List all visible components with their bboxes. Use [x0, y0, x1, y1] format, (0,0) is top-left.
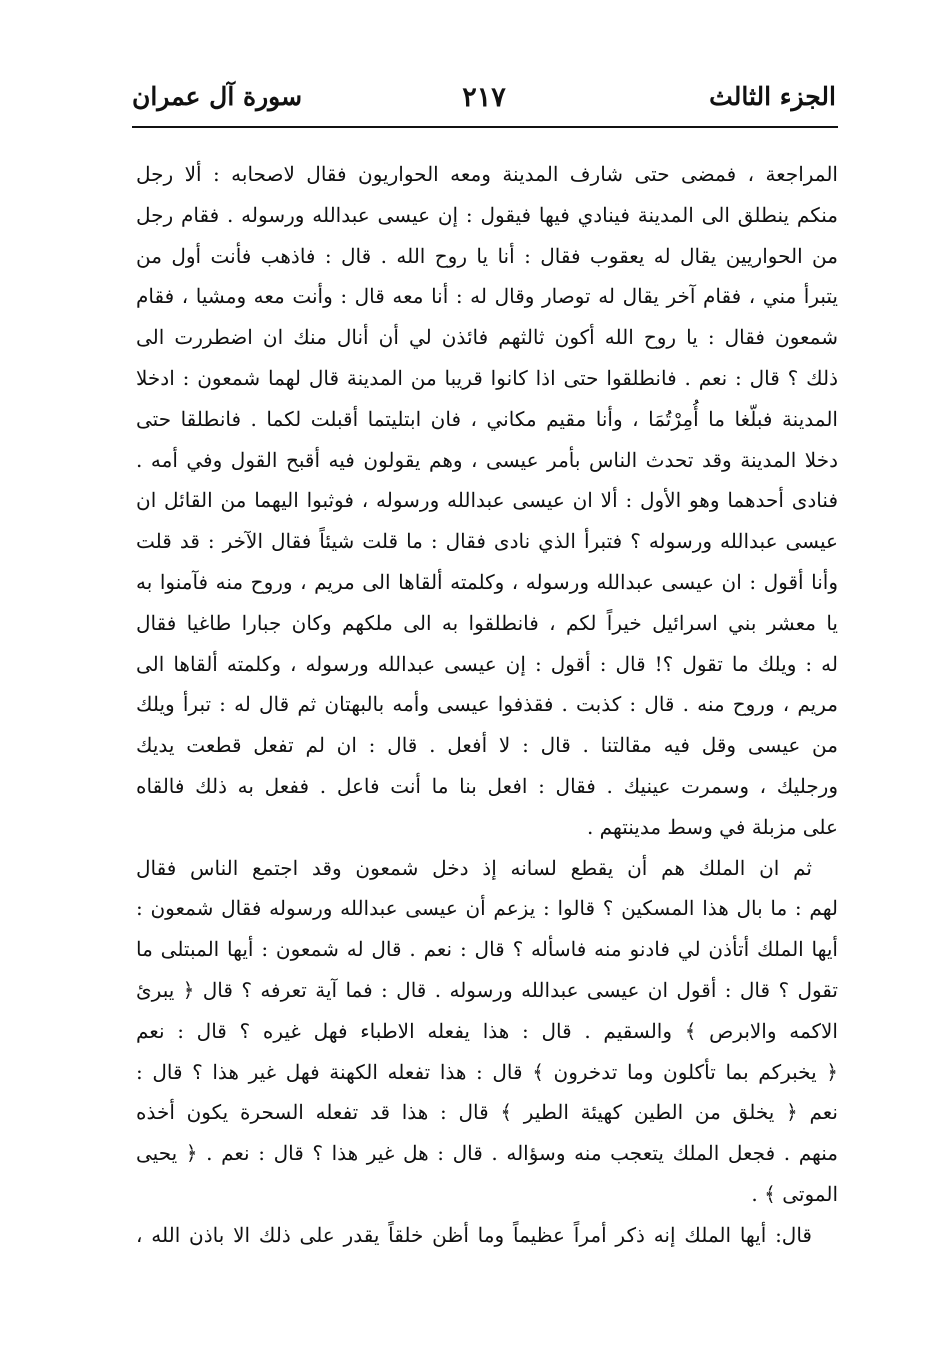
text-line: وأنا أقول : ان عيسى عبدالله ورسوله ، وكلمته ألقاها الى مريم ، وروح منه فآمنوا به: [136, 569, 838, 594]
text-line: ﴿ يخبركم بما تأكلون وما تدخرون ﴾ قال : هذا تفعله الكهنة فهل غير هذا ؟ قال :: [136, 1059, 838, 1084]
text-line: منهم . فجعل الملك يتعجب منه وسؤاله . قال : هل غير هذا ؟ قال : نعم . ﴿ يحيى: [136, 1141, 838, 1166]
header-divider: [132, 126, 838, 128]
text-line: ذلك ؟ قال : نعم . فانطلقوا حتى اذا كانوا قريبا من المدينة قال لهما شمعون : ادخلا: [136, 365, 838, 390]
text-line: لهم : ما بال هذا المسكين ؟ قالوا : يزعم أن عيسى عبدالله ورسوله فقال شمعون :: [136, 896, 838, 921]
text-line: قال: أيها الملك إنه ذكر أمراً عظيماً وما أظن خلقاً يقدر على ذلك الا باذن الله ،: [136, 1222, 812, 1247]
text-line: يتبرأ مني ، فقام آخر يقال له توصار وقال له : أنا معه قال : وأنت معه ومشيا ، فقام: [136, 284, 838, 309]
text-line: له : ويلك ما تقول ؟! قال : أقول : إن عيسى عبدالله ورسوله ، وكلمته ألقاها الى: [136, 651, 838, 676]
text-line: منكم ينطلق الى المدينة فينادي فيها فيقول : إن عيسى عبدالله ورسوله . فقام رجل: [136, 202, 838, 227]
text-line: الاكمه والابرص ﴾ والسقيم . قال : هذا يفعله الاطباء فهل غيره ؟ قال : نعم: [136, 1018, 838, 1043]
text-line: دخلا المدينة وقد تحدث الناس بأمر عيسى ، وهم يقولون فيه أقبح القول وفي أمه .: [136, 447, 838, 472]
text-line: ورجليك ، وسمرت عينيك . فقال : افعل بنا ما أنت فاعل . ففعل به ذلك فالقاه: [136, 773, 838, 798]
text-line: ثم ان الملك هم أن يقطع لسانه إذ دخل شمعون وقد اجتمع الناس فقال: [136, 855, 812, 880]
part-title: الجزء الثالث: [709, 82, 836, 111]
text-line: مريم ، وروح منه . قال : كذبت . فقذفوا عيسى وأمه بالبهتان ثم قال له : تبرأ ويلك: [136, 692, 838, 717]
text-line: يا معشر بني اسرائيل خيراً لكم ، فانطلقوا به الى ملكهم وكان جبارا طاغيا فقال: [136, 610, 838, 635]
text-line: عيسى عبدالله ورسوله ؟ فتبرأ الذي نادى فقال : ما قلت شيئاً فقال الآخر : قد قلت: [136, 529, 838, 554]
text-line: أيها الملك أتأذن لي فادنو منه فاسأله ؟ قال : نعم . قال له شمعون : أيها المبتلى ما: [136, 937, 838, 962]
page-body-text: [136, 154, 838, 1256]
text-line: من عيسى وقل فيه مقالتنا . قال : لا أفعل . قال : ان لم تفعل قطعت يديك: [136, 733, 838, 758]
text-line: من الحواريين يقال له يعقوب فقال : أنا يا روح الله . قال : فاذهب فأنت أول من: [136, 243, 838, 268]
text-line: شمعون فقال : يا روح الله أكون ثالثهم فائذن لي أن أنال منك ان اضطررت الى: [136, 325, 838, 350]
text-line: الموتى ﴾ .: [751, 1181, 838, 1206]
text-line: المراجعة ، فمضى حتى شارف المدينة ومعه الحواريون فقال لاصحابه : ألا رجل: [136, 162, 838, 186]
text-line: على مزبلة في وسط مدينتهم .: [586, 814, 838, 839]
text-line: المدينة فبلّغا ما أُمِرْتُمَا ، وأنا مقيم مكاني ، فان ابتليتما أقبلت لكما . فانطلقا حتى: [136, 406, 838, 431]
text-line: فنادى أحدهما وهو الأول : ألا ان عيسى عبدالله ورسوله ، فوثبوا اليهما من القائل ان: [136, 488, 838, 513]
page-header: [132, 78, 836, 124]
text-line: نعم ﴿ يخلق من الطين كهيئة الطير ﴾ قال : هذا قد تفعله السحرة يكون أخذه: [136, 1100, 838, 1125]
text-line: تقول ؟ قال : أقول ان عيسى عبدالله ورسوله . قال : فما آية تعرفه ؟ قال ﴿ يبرئ: [136, 977, 838, 1002]
page-number: ٢١٧: [462, 82, 506, 113]
surah-title: سورة آل عمران: [132, 82, 303, 111]
